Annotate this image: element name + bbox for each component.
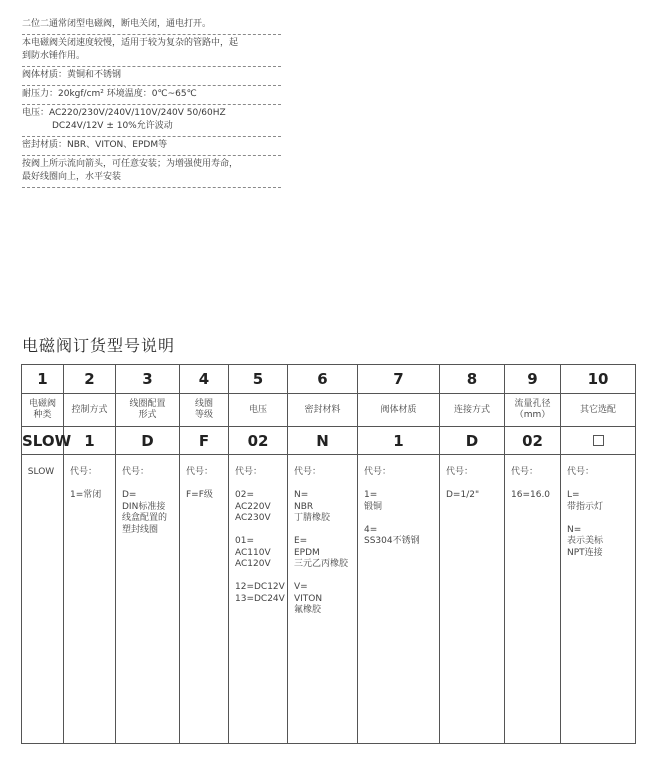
description-line: NPT连接 bbox=[567, 547, 603, 558]
label-line: 线圈配置 bbox=[129, 399, 166, 409]
spec-line: 阀体材质：黄铜和不锈钢 bbox=[22, 70, 122, 80]
description-line: 16=16.0 bbox=[511, 490, 551, 500]
description-line: 代号： bbox=[186, 467, 214, 477]
column-number: 6 bbox=[288, 365, 358, 394]
label-line: 电压 bbox=[248, 404, 267, 415]
description-line: NBR bbox=[294, 501, 314, 512]
column-label bbox=[561, 394, 636, 427]
description-line: SLOW bbox=[27, 467, 55, 477]
column-label bbox=[180, 394, 229, 427]
description-line: D= bbox=[122, 490, 137, 500]
description-line: 13=DC24V bbox=[235, 593, 285, 604]
description-line: 线盒配置的 bbox=[122, 513, 168, 523]
column-number: 3 bbox=[116, 365, 180, 394]
column-label bbox=[288, 394, 358, 427]
description-cell bbox=[64, 455, 116, 744]
label-line: 线圈 bbox=[194, 399, 213, 409]
code-value: 1 bbox=[64, 427, 116, 455]
description-line: DIN标准接 bbox=[122, 501, 166, 512]
code-value: 02 bbox=[505, 427, 561, 455]
description-line: 三元乙丙橡胶 bbox=[294, 559, 349, 569]
description-line: V= bbox=[294, 582, 308, 592]
description-line: D=1/2" bbox=[446, 490, 480, 500]
description-line: AC120V bbox=[235, 559, 271, 569]
description-line: 代号： bbox=[364, 467, 392, 477]
label-line: 连接方式 bbox=[453, 404, 490, 415]
column-label bbox=[116, 394, 180, 427]
spec-line: 二位二通常闭型电磁阀，断电关闭，通电打开。 bbox=[22, 19, 212, 29]
spec-line: 耐压力：20kgf/cm² 环境温度：0℃~65℃ bbox=[22, 89, 197, 99]
column-label bbox=[505, 394, 561, 427]
code-value: D bbox=[116, 427, 180, 455]
column-number: 4 bbox=[180, 365, 229, 394]
description-line: AC230V bbox=[235, 513, 271, 523]
description-line: 锻铜 bbox=[364, 501, 383, 512]
description-line: EPDM bbox=[294, 547, 320, 558]
column-label bbox=[358, 394, 440, 427]
description-line: 带指示灯 bbox=[567, 501, 604, 512]
description-line: SS304不锈钢 bbox=[364, 536, 420, 546]
spec-line: 按阀上所示流向箭头，可任意安装；为增强使用寿命， bbox=[22, 159, 239, 169]
code-value: SLOW bbox=[22, 427, 64, 455]
spec-application bbox=[22, 35, 281, 67]
spec-list bbox=[22, 16, 281, 188]
column-label bbox=[440, 394, 505, 427]
description-line: 代号： bbox=[122, 467, 150, 477]
column-number: 1 bbox=[22, 365, 64, 394]
column-label-row bbox=[22, 394, 636, 427]
description-line: 代号： bbox=[446, 467, 474, 477]
description-line: 代号： bbox=[235, 467, 263, 477]
spec-installation bbox=[22, 156, 281, 188]
label-line: 形式 bbox=[138, 410, 157, 420]
code-value: D bbox=[440, 427, 505, 455]
description-line bbox=[70, 479, 112, 491]
description-cell bbox=[180, 455, 229, 744]
column-number: 8 bbox=[440, 365, 505, 394]
description-line bbox=[446, 479, 501, 491]
description-line bbox=[186, 479, 225, 491]
description-cell bbox=[440, 455, 505, 744]
description-line: E= bbox=[294, 536, 308, 546]
code-value: 1 bbox=[358, 427, 440, 455]
spec-line: 本电磁阀关闭速度较慢，适用于较为复杂的管路中，起 bbox=[22, 38, 239, 48]
code-value: N bbox=[288, 427, 358, 455]
description-line: 代号： bbox=[294, 467, 322, 477]
label-line: 电磁阀 bbox=[28, 399, 56, 409]
order-code-title: 电磁阀订货型号说明 bbox=[22, 336, 176, 355]
column-number-row bbox=[22, 365, 636, 394]
description-line: 01= bbox=[235, 536, 254, 546]
description-cell bbox=[22, 455, 64, 744]
example-code-row bbox=[22, 427, 636, 455]
spec-line: DC24V/12V ± 10%允许波动 bbox=[52, 121, 173, 131]
description-line: F=F级 bbox=[186, 490, 213, 500]
column-label bbox=[229, 394, 288, 427]
description-line: 12=DC12V bbox=[235, 582, 285, 592]
description-line: 4= bbox=[364, 524, 378, 535]
description-line bbox=[235, 525, 284, 537]
label-line: 其它选配 bbox=[579, 404, 616, 415]
description-line: L= bbox=[567, 490, 580, 500]
description-cell bbox=[288, 455, 358, 744]
description-cell bbox=[116, 455, 180, 744]
label-line: 阀体材质 bbox=[380, 404, 417, 415]
description-line: 丁腈橡胶 bbox=[294, 513, 331, 523]
description-cell bbox=[561, 455, 636, 744]
code-value: F bbox=[180, 427, 229, 455]
description-line bbox=[235, 479, 284, 491]
order-code-table bbox=[21, 364, 636, 744]
label-line: 流量孔径 bbox=[514, 399, 551, 409]
description-line bbox=[294, 571, 354, 583]
label-line: （mm） bbox=[514, 410, 551, 420]
description-line bbox=[567, 479, 632, 491]
column-number: 9 bbox=[505, 365, 561, 394]
column-number: 10 bbox=[561, 365, 636, 394]
description-line: 代号： bbox=[567, 467, 595, 477]
label-line: 等级 bbox=[194, 410, 213, 420]
description-line: 表示美标 bbox=[567, 536, 604, 546]
description-line: N= bbox=[567, 524, 582, 535]
spec-voltage bbox=[22, 105, 281, 137]
spec-seal-material bbox=[22, 137, 281, 156]
description-line bbox=[364, 513, 436, 525]
other-options-cell bbox=[561, 427, 636, 455]
description-cell bbox=[358, 455, 440, 744]
description-line: AC110V bbox=[235, 547, 271, 558]
spec-line: 到防水锤作用。 bbox=[22, 51, 86, 61]
description-line: 1= bbox=[364, 490, 378, 500]
description-line: 氟橡胶 bbox=[294, 605, 322, 615]
description-cell bbox=[229, 455, 288, 744]
description-line: 代号： bbox=[70, 467, 98, 477]
spec-line: 最好线圈向上，水平安装 bbox=[22, 172, 122, 182]
description-line: VITON bbox=[294, 593, 323, 604]
description-row bbox=[22, 455, 636, 744]
description-line: AC220V bbox=[235, 501, 271, 512]
column-label bbox=[64, 394, 116, 427]
description-line bbox=[235, 571, 284, 583]
spec-line: 密封材质：NBR、VITON、EPDM等 bbox=[22, 140, 168, 150]
description-line bbox=[294, 479, 354, 491]
column-label bbox=[22, 394, 64, 427]
description-line bbox=[122, 479, 176, 491]
spec-line: 电压：AC220/230V/240V/110V/240V 50/60HZ bbox=[22, 108, 226, 118]
description-line: 1=常闭 bbox=[70, 490, 102, 500]
spec-pressure-temperature bbox=[22, 86, 281, 105]
description-cell bbox=[505, 455, 561, 744]
description-line bbox=[294, 525, 354, 537]
label-line: 控制方式 bbox=[71, 404, 108, 415]
label-line: 密封材料 bbox=[304, 404, 341, 415]
code-value: 02 bbox=[229, 427, 288, 455]
description-line: 02= bbox=[235, 490, 254, 500]
description-line bbox=[567, 513, 632, 525]
label-line: 种类 bbox=[33, 410, 52, 420]
spec-description bbox=[22, 16, 281, 35]
description-line: 塑封线圈 bbox=[122, 524, 159, 535]
column-number: 7 bbox=[358, 365, 440, 394]
description-line bbox=[511, 479, 557, 491]
description-line: N= bbox=[294, 490, 309, 500]
column-number: 5 bbox=[229, 365, 288, 394]
column-number: 2 bbox=[64, 365, 116, 394]
description-line bbox=[364, 479, 436, 491]
spec-body-material bbox=[22, 67, 281, 86]
checkbox-square-icon bbox=[593, 435, 604, 446]
description-line: 代号： bbox=[511, 467, 539, 477]
